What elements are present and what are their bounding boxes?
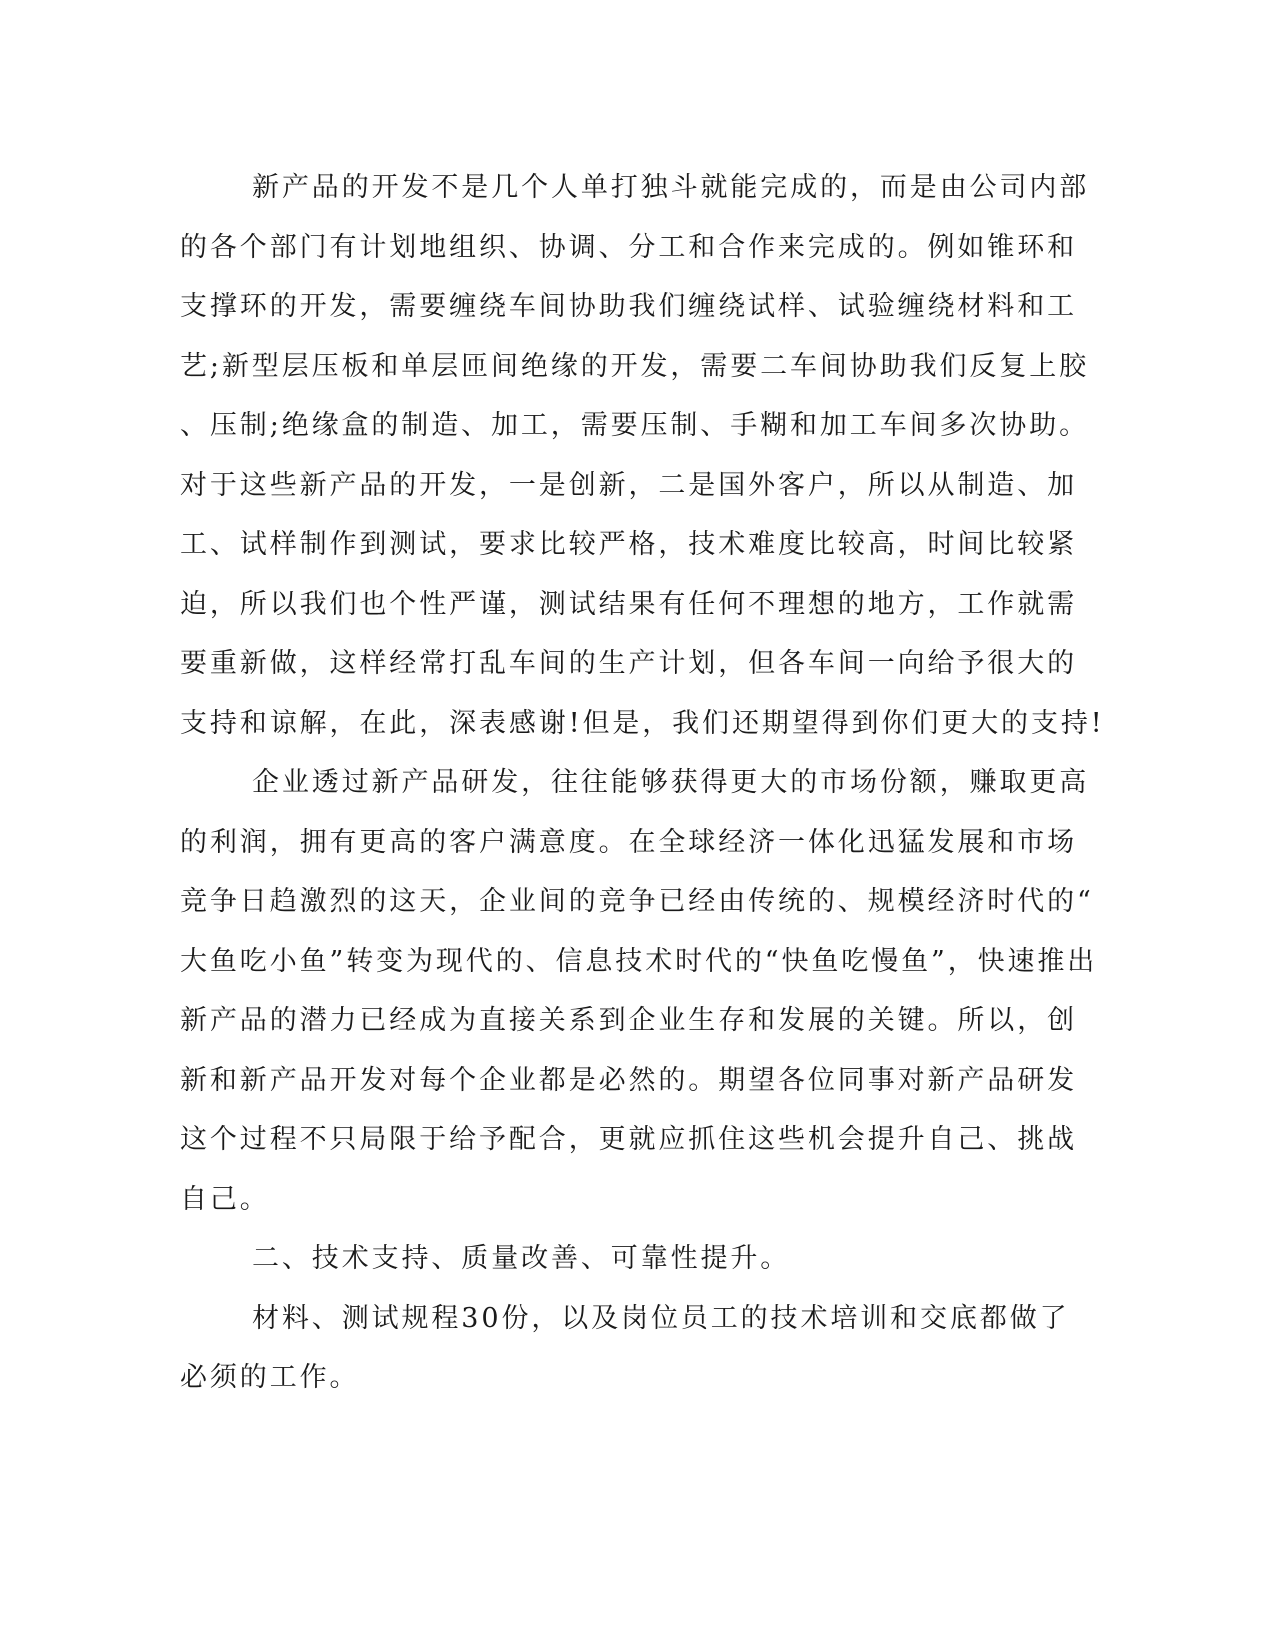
paragraph-2-line-5: 新产品的潜力已经成为直接关系到企业生存和发展的关键。所以，创 xyxy=(180,1005,1077,1036)
paragraph-1-line-7: 工、试样制作到测试，要求比较严格，技术难度比较高，时间比较紧 xyxy=(180,529,1077,560)
paragraph-1-line-2: 的各个部门有计划地组织、协调、分工和合作来完成的。例如锥环和 xyxy=(180,231,1077,263)
paragraph-3-line-1: 材料、测试规程30份，以及岗位员工的技术培训和交底都做了 xyxy=(252,1302,1070,1334)
paragraph-3-line-2: 必须的工作。 xyxy=(180,1362,360,1393)
paragraph-2-line-1: 企业透过新产品研发，往往能够获得更大的市场份额，赚取更高 xyxy=(252,767,1090,798)
paragraph-2-line-3: 竞争日趋激烈的这天，企业间的竞争已经由传统的、规模经济时代的“ xyxy=(180,886,1094,917)
paragraph-1-line-6: 对于这些新产品的开发，一是创新，二是国外客户，所以从制造、加 xyxy=(180,469,1077,501)
paragraph-2-line-4: 大鱼吃小鱼”转变为现代的、信息技术时代的“快鱼吃慢鱼”，快速推出 xyxy=(180,945,1098,977)
paragraph-2-line-2: 的利润，拥有更高的客户满意度。在全球经济一体化迅猛发展和市场 xyxy=(180,826,1077,858)
paragraph-2-line-6: 新和新产品开发对每个企业都是必然的。期望各位同事对新产品研发 xyxy=(180,1064,1077,1096)
document-body xyxy=(180,158,1105,1408)
paragraph-1-line-4: 艺;新型层压板和单层匝间绝缘的开发，需要二车间协助我们反复上胶 xyxy=(180,350,1089,382)
section-heading: 二、技术支持、质量改善、可靠性提升。 xyxy=(252,1243,791,1274)
paragraph-1-line-1: 新产品的开发不是几个人单打独斗就能完成的，而是由公司内部 xyxy=(252,172,1090,203)
paragraph-1-line-10: 支持和谅解，在此，深表感谢!但是，我们还期望得到你们更大的支持! xyxy=(180,707,1105,739)
paragraph-1-line-5: 、压制;绝缘盒的制造、加工，需要压制、手糊和加工车间多次协助。 xyxy=(180,410,1089,441)
paragraph-2-line-7: 这个过程不只局限于给予配合，更就应抓住这些机会提升自己、挑战 xyxy=(180,1124,1077,1155)
paragraph-2-line-8: 自己。 xyxy=(180,1183,270,1215)
paragraph-1-line-3: 支撑环的开发，需要缠绕车间协助我们缠绕试样、试验缠绕材料和工 xyxy=(180,291,1077,322)
paragraph-1-line-9: 要重新做，这样经常打乱车间的生产计划，但各车间一向给予很大的 xyxy=(180,648,1077,679)
paragraph-1-line-8: 迫，所以我们也个性严谨，测试结果有任何不理想的地方，工作就需 xyxy=(180,588,1077,620)
